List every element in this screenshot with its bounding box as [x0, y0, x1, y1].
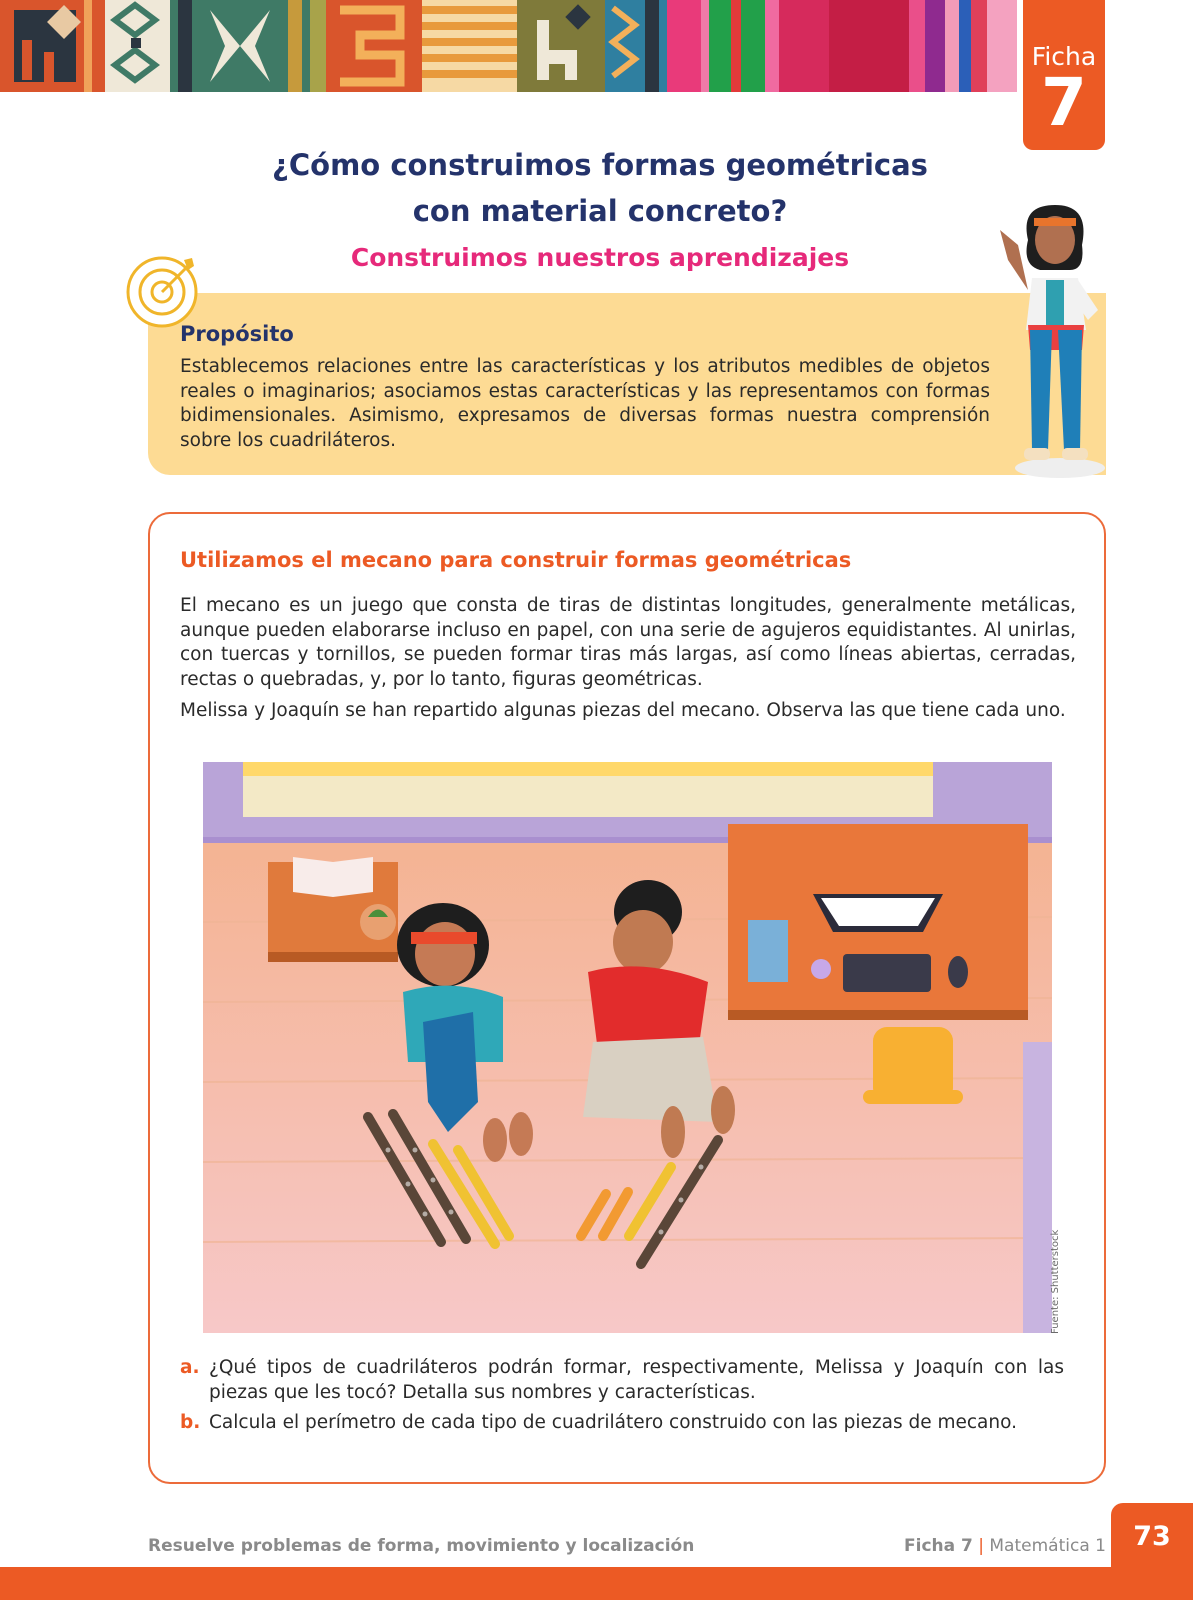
- page-title: [180, 142, 1020, 234]
- purpose-text: Establecemos relaciones entre las características y los atributos medibles de objetos reales o imaginarios; asociamos estas características y las representamos con formas bidimensionales. Asimismo, expresamos de diversas formas nuestra comprensión sobre los cuadriláteros.: [180, 356, 990, 451]
- purpose-heading: Propósito: [180, 322, 294, 346]
- pieces-intro: Melissa y Joaquín se han repartido algunas piezas del mecano. Observa las que tiene cada uno.: [180, 700, 1066, 721]
- section-heading: Utilizamos el mecano para construir formas geométricas: [180, 548, 852, 572]
- question-b-text: Calcula el perímetro de cada tipo de cuadrilátero construido con las piezas de mecano.: [209, 1412, 1017, 1433]
- footer-course: [904, 1536, 1106, 1556]
- textile-stripes-pattern: [422, 0, 517, 92]
- page-subtitle: Construimos nuestros aprendizajes: [350, 243, 850, 272]
- image-credit: Fuente: Shutterstock: [1050, 1229, 1061, 1334]
- title-line-2: con material concreto?: [412, 194, 788, 228]
- textile-step-pattern: [310, 0, 422, 92]
- girl-character-illustration: [990, 200, 1120, 485]
- ficha-label: Ficha: [1031, 42, 1097, 71]
- textile-geometric-pattern: [105, 0, 170, 92]
- question-a: [180, 1356, 1064, 1405]
- question-a-text: ¿Qué tipos de cuadriláteros podrán formar, respectivamente, Melissa y Joaquín con las piezas que les tocó? Detalla sus nombres y características.: [209, 1357, 1064, 1403]
- ficha-tab: [1023, 0, 1105, 150]
- page-number: 73: [1133, 1521, 1171, 1552]
- questions-list: [180, 1356, 1064, 1442]
- kids-mecano-illustration: [203, 762, 1052, 1333]
- textile-llama-pattern: [0, 0, 105, 92]
- target-icon: [126, 250, 204, 328]
- textile-llama2-pattern: [517, 0, 605, 92]
- mecano-description: El mecano es un juego que consta de tiras de distintas longitudes, generalmente metálicas, aunque pueden elaborarse incluso en papel, con una serie de agujeros equidistantes. Al unirlas, con tuercas y tornillos, se pueden formar tiras más largas, así como líneas abiertas, cerradas, rectas o quebradas, y, por lo tanto, figuras geométricas.: [180, 595, 1076, 690]
- question-b-letter: b.: [180, 1412, 201, 1433]
- footer-ficha: Ficha 7: [904, 1536, 973, 1556]
- footer-separator: |: [978, 1536, 984, 1556]
- textile-zigzag-pattern: [605, 0, 667, 92]
- textile-star-pattern: [170, 0, 310, 92]
- page-number-tab: [1111, 1503, 1193, 1600]
- question-a-letter: a.: [180, 1357, 200, 1378]
- footer-subject: Matemática 1: [989, 1536, 1106, 1556]
- ficha-number: 7: [1041, 64, 1087, 141]
- textile-banner: [0, 0, 1193, 92]
- title-line-1: ¿Cómo construimos formas geométricas: [272, 148, 928, 182]
- question-b: [180, 1411, 1064, 1436]
- footer-bar: [0, 1567, 1193, 1600]
- footer-competency: Resuelve problemas de forma, movimiento y localización: [148, 1536, 695, 1556]
